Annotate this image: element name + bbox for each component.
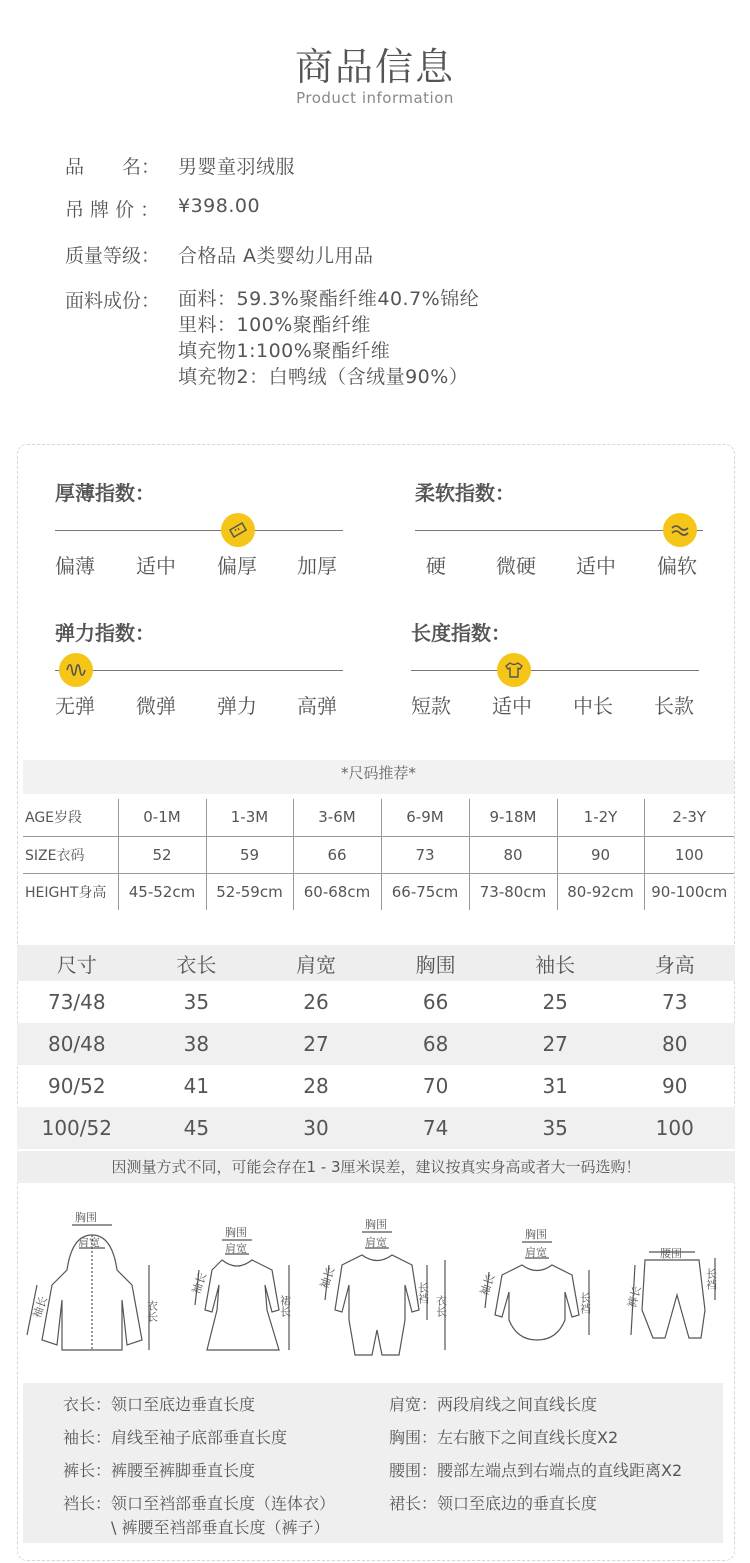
table-header-cell: 肩宽 <box>295 952 336 977</box>
elasticity-index-title: 弹力指数： <box>55 621 155 645</box>
definition-item: 裆长：领口至裆部垂直长度（连体衣） <box>63 1494 336 1513</box>
thickness-option: 偏厚 <box>217 554 257 578</box>
page-title: 商品信息 <box>294 45 455 89</box>
jacket-length-label: 衣长 <box>145 1300 159 1322</box>
dress-sleeve-label: 袖长 <box>189 1270 210 1297</box>
table-cell: 100 <box>655 1116 694 1140</box>
table-cell: 31 <box>542 1074 568 1098</box>
length-option: 中长 <box>573 694 613 718</box>
product-price-label: 吊 牌 价 ： <box>65 199 160 221</box>
table-cell: 74 <box>422 1116 449 1140</box>
table-cell: 60-68cm <box>293 873 381 910</box>
pants-diagram <box>631 1252 715 1338</box>
table-cell: 59 <box>206 836 293 873</box>
table-cell: 73-80cm <box>469 873 557 910</box>
table-cell: 90-100cm <box>651 882 728 901</box>
product-grade-row <box>65 241 374 268</box>
dress-skirt-label: 裙长 <box>278 1295 292 1317</box>
pants-crotch-label: 长裆 <box>704 1268 718 1290</box>
table-cell: 0-1M <box>118 799 206 836</box>
softness-index-title: 柔软指数： <box>415 481 515 505</box>
fabric-line: 面料：59.3%聚酯纤维40.7%锦纶 <box>178 288 480 310</box>
table-header-cell: 袖长 <box>535 952 576 977</box>
table-cell: AGE岁段 <box>23 799 118 836</box>
garment-diagrams <box>17 1200 735 1370</box>
table-cell: 52 <box>118 836 206 873</box>
product-grade-label: 质量等级： <box>65 245 161 267</box>
fabric-line: 填充物1:100%聚酯纤维 <box>178 340 391 362</box>
table-cell: 27 <box>542 1032 568 1056</box>
table-cell: 100 <box>644 836 734 873</box>
table-cell: 80 <box>469 836 557 873</box>
table-cell: HEIGHT身高 <box>23 873 118 910</box>
table-cell: 2-3Y <box>644 799 734 836</box>
table-cell: 52-59cm <box>206 873 293 910</box>
bodysuit-shoulder-label: 肩宽 <box>525 1246 547 1259</box>
romper-length-label: 衣长 <box>434 1295 448 1317</box>
table-cell: 45-52cm <box>118 873 206 910</box>
dress-chest-label: 胸围 <box>225 1226 247 1239</box>
jacket-shoulder-label: 肩宽 <box>78 1236 100 1249</box>
romper-sleeve-label: 袖长 <box>317 1265 338 1291</box>
table-cell: 28 <box>303 1074 329 1098</box>
table-header-cell: 尺寸 <box>56 952 97 977</box>
table-header-cell: 衣长 <box>176 952 217 977</box>
jacket-sleeve-label: 袖长 <box>30 1294 51 1320</box>
table-cell: 41 <box>183 1074 210 1098</box>
table-cell: 73/48 <box>47 990 106 1014</box>
thickness-option: 加厚 <box>297 554 337 578</box>
thickness-index-title: 厚薄指数： <box>55 481 155 505</box>
table-header-cell: 身高 <box>654 952 695 977</box>
softness-option: 硬 <box>426 554 446 578</box>
product-name-label: 品 名： <box>65 156 161 178</box>
table-cell: 80 <box>662 1032 688 1056</box>
length-index-line <box>411 670 699 671</box>
pants-waist-label: 腰围 <box>660 1247 682 1260</box>
definition-item: 腰围：腰部左端点到右端点的直线距离X2 <box>389 1461 683 1480</box>
dress-shoulder-label: 肩宽 <box>225 1242 247 1255</box>
elasticity-index-line <box>55 670 343 671</box>
table-cell: 73 <box>662 990 688 1014</box>
table-cell: 66 <box>422 990 449 1014</box>
elasticity-option: 微弹 <box>136 694 176 718</box>
softness-option: 偏软 <box>657 554 697 578</box>
table-cell: 6-9M <box>381 799 469 836</box>
fabric-line: 里料：100%聚酯纤维 <box>178 314 371 336</box>
table-cell: 9-18M <box>469 799 557 836</box>
product-price-value: ¥398.00 <box>178 195 261 217</box>
length-option: 适中 <box>492 694 532 718</box>
table-row <box>23 873 734 910</box>
measurement-note: 因测量方式不同，可能会存在1 - 3厘米误差，建议按真实身高或者大一码选购！ <box>17 1151 735 1183</box>
definition-item: 胸围：左右腋下之间直线长度X2 <box>389 1428 619 1447</box>
dress-diagram <box>195 1240 289 1350</box>
elasticity-option: 弹力 <box>217 694 257 718</box>
length-option: 长款 <box>654 694 694 718</box>
length-option: 短款 <box>411 694 451 718</box>
thickness-option: 适中 <box>136 554 176 578</box>
table-cell: 66 <box>293 836 381 873</box>
product-price-row <box>65 195 261 222</box>
table-cell: 66-75cm <box>381 873 469 910</box>
table-cell: 27 <box>303 1032 329 1056</box>
table-cell: 70 <box>422 1074 449 1098</box>
table-cell: 26 <box>303 990 329 1014</box>
table-cell: 25 <box>542 990 568 1014</box>
elasticity-option: 无弹 <box>55 694 95 718</box>
table-row <box>23 799 734 836</box>
table-cell: 100/52 <box>41 1116 112 1140</box>
table-cell: 90/52 <box>47 1074 106 1098</box>
romper-crotch-label: 长裆 <box>416 1282 430 1304</box>
definition-item: 衣长：领口至底边垂直长度 <box>63 1395 256 1414</box>
table-cell: 80-92cm <box>557 873 644 910</box>
table-row <box>17 1107 735 1149</box>
wave-icon <box>663 513 697 547</box>
product-name-row <box>65 152 296 179</box>
table-cell: 68 <box>422 1032 449 1056</box>
definition-item: 裤长：裤腰至裤脚垂直长度 <box>63 1461 256 1480</box>
definition-item: 裙长：领口至底边的垂直长度 <box>389 1494 598 1513</box>
product-fabric-row <box>65 286 480 388</box>
bodysuit-crotch-label: 长裆 <box>578 1292 592 1314</box>
fabric-line: 填充物2：白鸭绒（含绒量90%） <box>178 366 469 388</box>
definition-item: 肩宽：两段肩线之间直线长度 <box>389 1395 598 1414</box>
ruler-icon <box>221 513 255 547</box>
table-cell: 35 <box>542 1116 568 1140</box>
thickness-index-line <box>55 530 343 531</box>
shirt-icon <box>497 653 531 687</box>
table-cell: 90 <box>557 836 644 873</box>
table-header-cell: 胸围 <box>415 952 456 977</box>
table-cell: 35 <box>183 990 210 1014</box>
bodysuit-chest-label: 胸围 <box>525 1228 547 1241</box>
table-cell: 90 <box>662 1074 688 1098</box>
table-cell: 80/48 <box>47 1032 106 1056</box>
elasticity-option: 高弹 <box>297 694 337 718</box>
romper-chest-label: 胸围 <box>365 1218 387 1231</box>
thickness-option: 偏薄 <box>55 554 95 578</box>
table-cell: 73 <box>381 836 469 873</box>
table-cell: 45 <box>183 1116 210 1140</box>
product-grade-value: 合格品 A类婴幼儿用品 <box>178 245 374 267</box>
measurement-table <box>17 945 735 1149</box>
definition-item: 袖长：肩线至袖子底部垂直长度 <box>63 1428 288 1447</box>
spring-icon <box>59 653 93 687</box>
product-fabric-values <box>178 286 479 390</box>
product-fabric-label: 面料成份： <box>65 290 161 312</box>
softness-option: 适中 <box>576 554 616 578</box>
length-index-title: 长度指数： <box>411 621 511 645</box>
table-row <box>17 1065 735 1107</box>
jacket-chest-label: 胸围 <box>75 1211 97 1224</box>
product-name-value: 男婴童羽绒服 <box>178 156 296 178</box>
size-recommend-table <box>23 799 734 910</box>
table-cell: 30 <box>303 1116 329 1140</box>
table-row <box>23 836 734 873</box>
table-cell: 38 <box>183 1032 210 1056</box>
table-cell: 1-3M <box>206 799 293 836</box>
page-subtitle: Product information <box>296 89 454 107</box>
table-cell: 3-6M <box>293 799 381 836</box>
table-cell: SIZE衣码 <box>23 836 118 873</box>
romper-shoulder-label: 肩宽 <box>365 1236 387 1249</box>
softness-index-line <box>415 530 703 531</box>
bodysuit-sleeve-label: 袖长 <box>477 1272 498 1298</box>
table-row <box>17 981 735 1023</box>
pants-length-label: 裤长 <box>625 1284 644 1310</box>
table-row <box>17 1023 735 1065</box>
definition-item: \ 裤腰至裆部垂直长度（裤子） <box>111 1518 330 1537</box>
softness-option: 微硬 <box>496 554 536 578</box>
table-header-row <box>17 945 735 981</box>
table-cell: 1-2Y <box>557 799 644 836</box>
size-recommend-title: *尺码推荐* <box>340 764 416 782</box>
